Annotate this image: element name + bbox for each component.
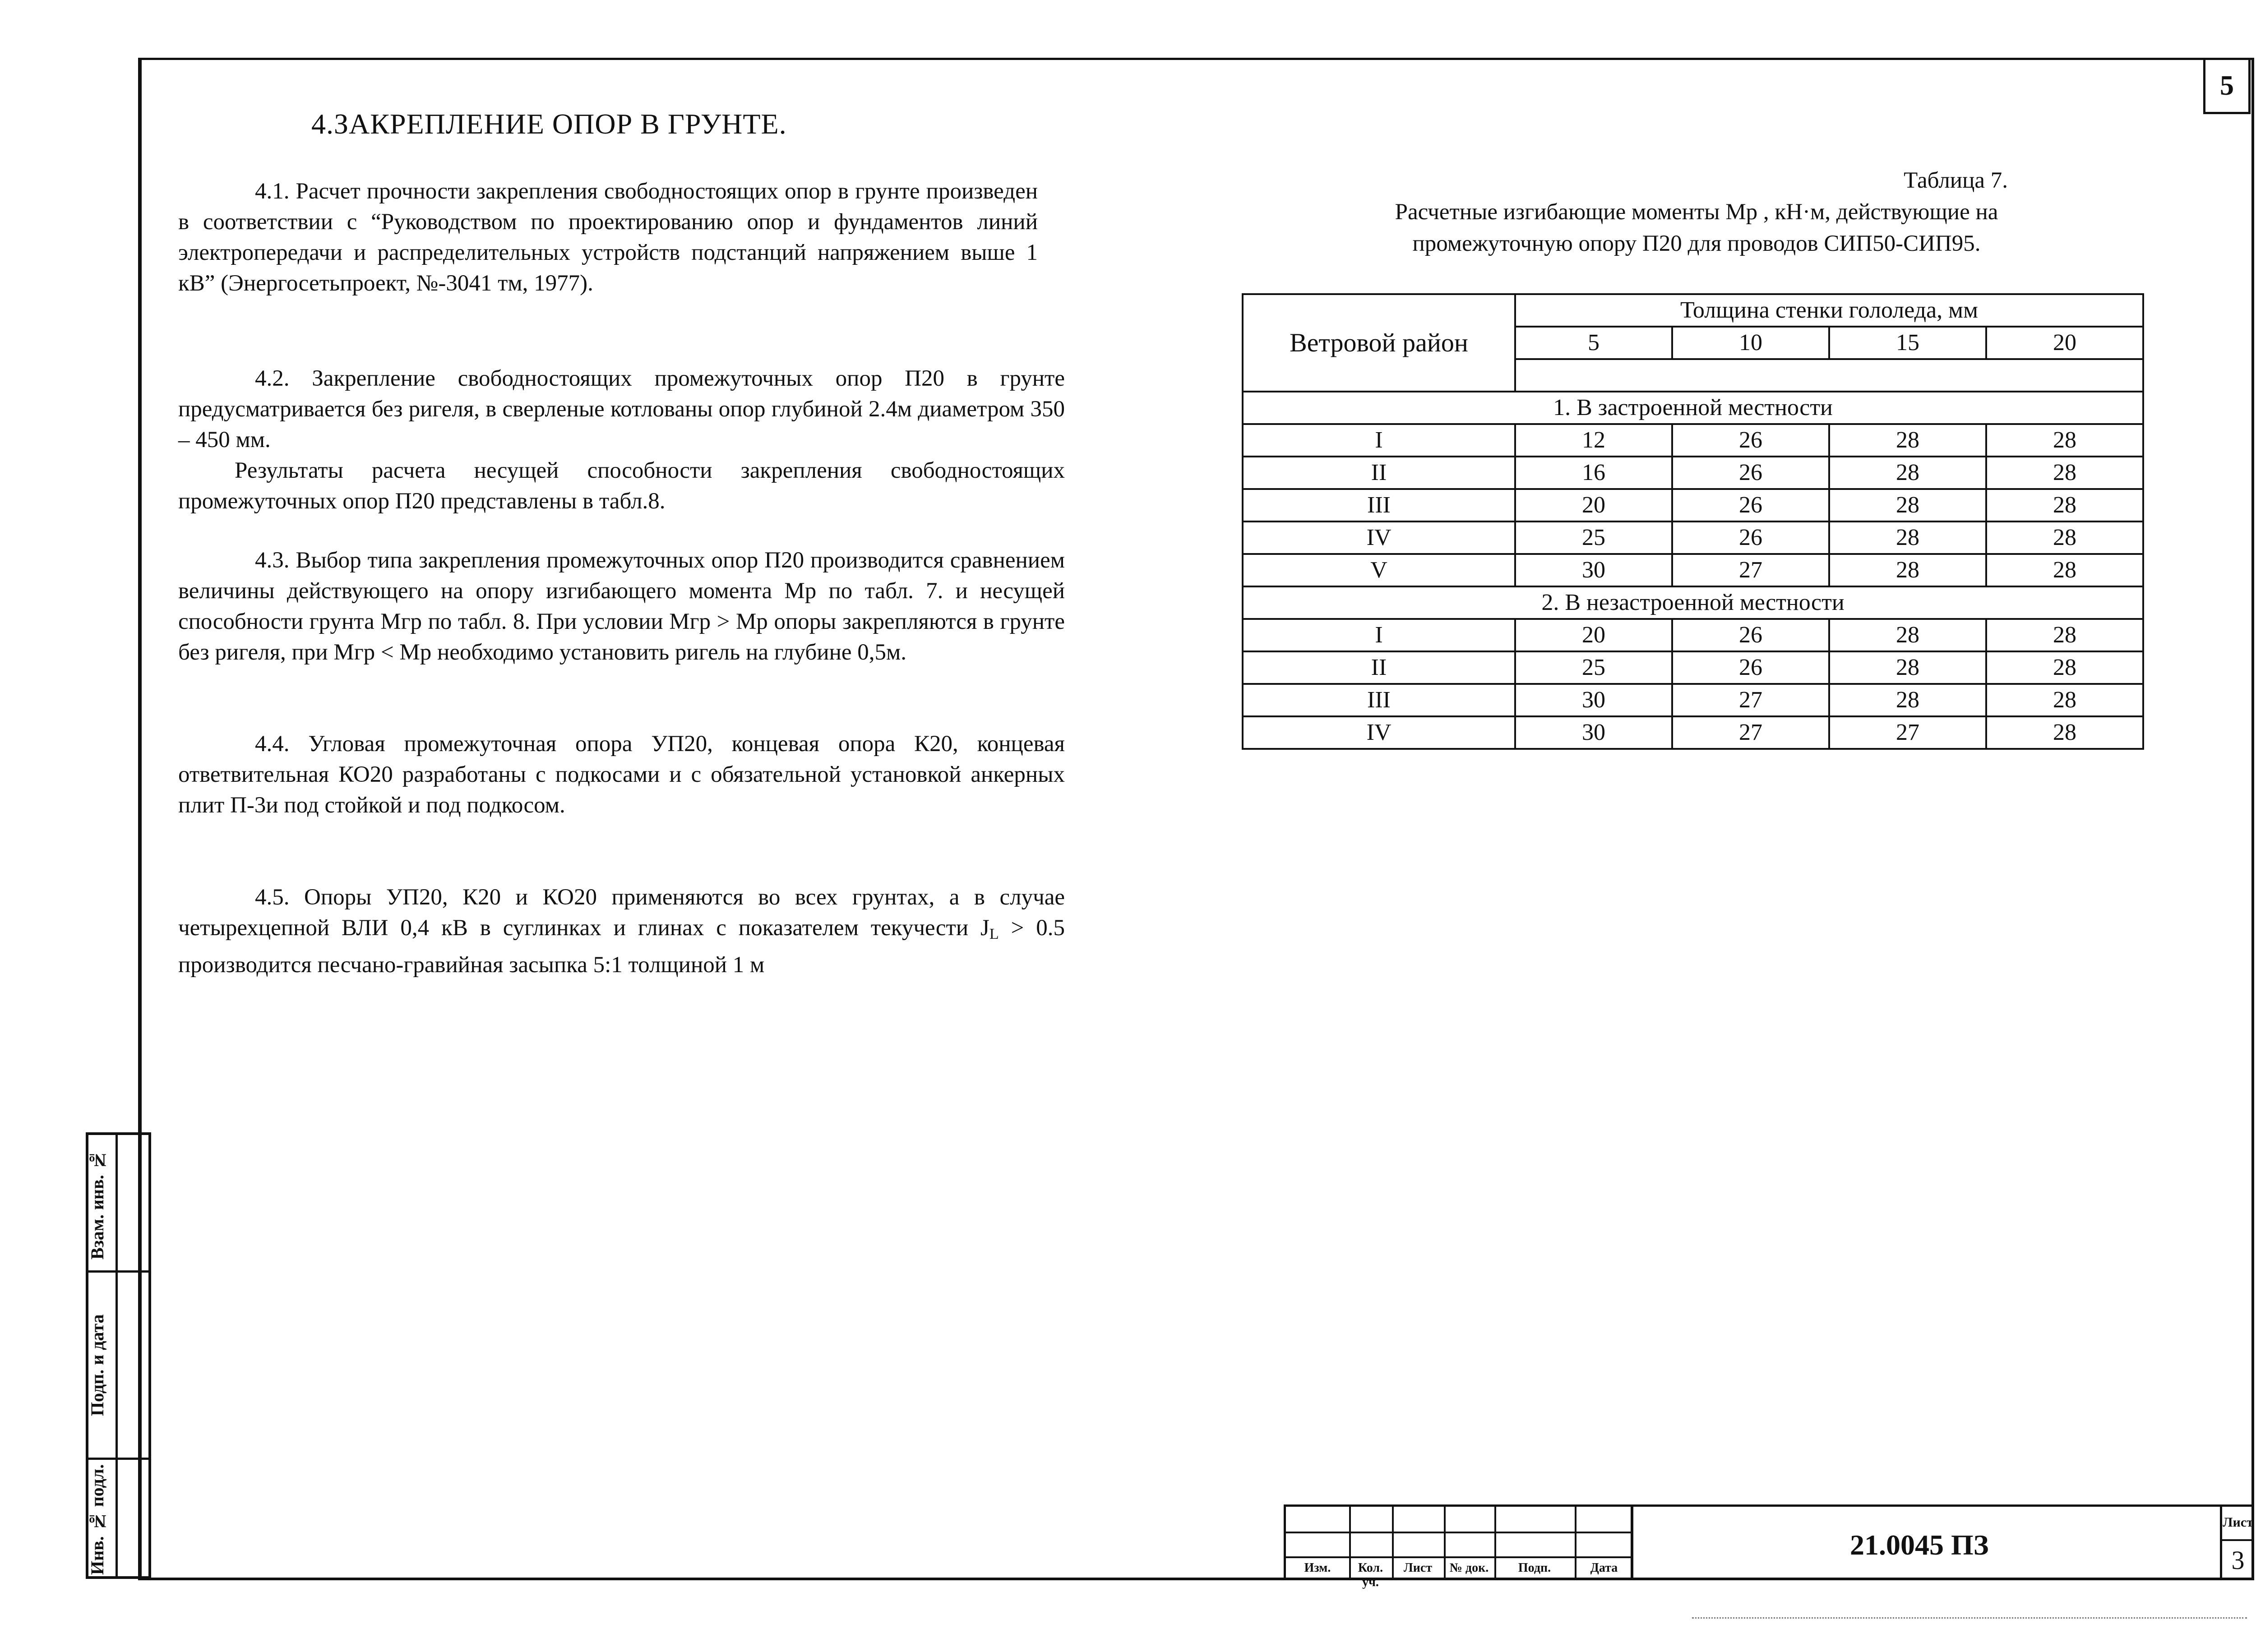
table-cell-value: 26 [1672, 489, 1829, 521]
side-stamp-divider [88, 1458, 148, 1460]
side-stamp-divider [88, 1270, 148, 1273]
table-cell-region: IV [1243, 521, 1515, 554]
table-header-row [1243, 294, 2143, 327]
table-row [1243, 424, 2143, 457]
header-ice-col: 15 [1829, 327, 1986, 359]
moments-table [1242, 293, 2144, 750]
table-cell-value: 27 [1672, 554, 1829, 586]
table-cell-value: 28 [1829, 457, 1986, 489]
table-cell-value: 27 [1672, 716, 1829, 749]
side-stamp [86, 1132, 151, 1579]
table-cell-value: 28 [1829, 521, 1986, 554]
table-row [1243, 554, 2143, 586]
table-row [1243, 651, 2143, 684]
table-group-row [1243, 586, 2143, 619]
table-cell-region: IV [1243, 716, 1515, 749]
sheet-number-box [2220, 1507, 2254, 1580]
table-cell-value: 25 [1515, 651, 1672, 684]
title-block-label: Подп. [1518, 1561, 1551, 1575]
section-title: 4.ЗАКРЕПЛЕНИЕ ОПОР В ГРУНТЕ. [311, 108, 787, 140]
table-row [1243, 521, 2143, 554]
side-stamp-inv-podl: Инв. № подл. [87, 1464, 107, 1575]
paragraph-text: 4.3. Выбор типа закрепления промежуточных опор П20 производится сравнением величины действующего на опору изгибающего момента Мр по табл. 7. и несущей способности грунта Мгр по табл. 8. При условии Мгр > Мр опоры закрепляются в грунте без ригеля, при Мгр < Мр необходимо установить ригель на глубине 0,5м. [178, 548, 1065, 665]
table-cell-value: 28 [1986, 521, 2143, 554]
table-cell-region: V [1243, 554, 1515, 586]
grid-line [1286, 1532, 1631, 1533]
grid-line [1286, 1556, 1631, 1558]
table-row [1243, 619, 2143, 651]
table-group-row [1243, 392, 2143, 424]
side-stamp-vzam-inv: Взам. инв. № [87, 1150, 107, 1260]
table-cell-value: 25 [1515, 521, 1672, 554]
table-cell-value: 20 [1515, 619, 1672, 651]
header-wind-region: Ветровой район [1243, 294, 1515, 392]
table-cell-value: 26 [1672, 619, 1829, 651]
table-caption [1318, 165, 2076, 259]
paragraph-text-part: 4.5. Опоры УП20, К20 и КО20 применяются во всех грунтах, а в случае четырехцепной ВЛИ 0,4 кВ в суглинках и глинах с показателем текучести J [178, 885, 1065, 941]
paragraph-4-1 [178, 176, 1038, 299]
table-group-title: 1. В застроенной местности [1243, 392, 2143, 424]
table-cell-value: 12 [1515, 424, 1672, 457]
table-cell-value: 28 [1986, 619, 2143, 651]
sheet-number: 3 [2231, 1546, 2245, 1575]
header-ice-col: 10 [1672, 327, 1829, 359]
table-cell-region: II [1243, 457, 1515, 489]
subscript: L [989, 926, 999, 942]
table-caption-line: Расчетные изгибающие моменты Мр , кН·м, действующие на [1395, 199, 1998, 225]
header-ice-thickness: Толщина стенки гололеда, мм [1515, 294, 2143, 327]
table-cell-value: 28 [1986, 651, 2143, 684]
table-cell-value: 16 [1515, 457, 1672, 489]
paragraph-text-part: > 0.5 производится песчано-гравийная засыпка 5:1 толщиной 1 м [178, 915, 1065, 978]
table-cell-value: 20 [1515, 489, 1672, 521]
table-cell-value: 28 [1986, 457, 2143, 489]
paragraph-text [178, 882, 1065, 980]
table-row [1243, 716, 2143, 749]
table-cell-value: 28 [1986, 554, 2143, 586]
table-cell-value: 28 [1829, 554, 1986, 586]
table-cell-value: 26 [1672, 424, 1829, 457]
grid-line [2222, 1539, 2254, 1541]
table-cell-region: I [1243, 424, 1515, 457]
table-cell-value: 28 [1829, 619, 1986, 651]
table-group-title: 2. В незастроенной местности [1243, 586, 2143, 619]
table-cell-region: II [1243, 651, 1515, 684]
table-cell-region: I [1243, 619, 1515, 651]
table-cell-value: 27 [1829, 716, 1986, 749]
title-block-label: Дата [1590, 1561, 1618, 1575]
scan-artifact-line [1692, 1617, 2247, 1620]
table-cell-value: 28 [1986, 424, 2143, 457]
table-cell-value: 30 [1515, 684, 1672, 716]
table-caption-line: промежуточную опору П20 для проводов СИП50-СИП95. [1412, 231, 1981, 256]
header-ice-col: 5 [1515, 327, 1672, 359]
title-block-label: Изм. [1304, 1561, 1331, 1575]
table-cell-value: 27 [1672, 684, 1829, 716]
document-code: 21.0045 ПЗ [1850, 1529, 1989, 1561]
paragraph-text: 4.2. Закрепление свободностоящих промежуточных опор П20 в грунте предусматривается без ригеля, в сверленые котлованы опор глубиной 2.4м диаметром 350 – 450 мм. [178, 366, 1065, 452]
table-cell-value: 30 [1515, 716, 1672, 749]
paragraph-4-4 [178, 729, 1065, 821]
table-cell-region: III [1243, 684, 1515, 716]
table-cell-value: 28 [1829, 489, 1986, 521]
table-row [1243, 457, 2143, 489]
side-stamp-podp-data: Подп. и дата [87, 1314, 107, 1416]
table-cell-value: 26 [1672, 651, 1829, 684]
table-cell-value: 28 [1829, 651, 1986, 684]
table-cell-value: 26 [1672, 457, 1829, 489]
sheet-label: Лист [2223, 1515, 2253, 1530]
paragraph-text: 4.1. Расчет прочности закрепления свободностоящих опор в грунте произведен в соответствии с “Руководством по проектированию опор и фундаментов линий электропередачи и распределительных устройств подстанций напряжением выше 1 кВ” (Энергосетьпроект, №-3041 тм, 1977). [178, 179, 1038, 296]
table-cell-value: 30 [1515, 554, 1672, 586]
table-row [1243, 489, 2143, 521]
paragraph-4-2 [178, 363, 1065, 517]
table-cell-value: 26 [1672, 521, 1829, 554]
title-block [1284, 1504, 2254, 1589]
title-block-label: Лист [1403, 1561, 1433, 1575]
paragraph-text: 4.4. Угловая промежуточная опора УП20, концевая опора К20, концевая ответвительная КО20 разработаны с подкосами и с обязательной установкой анкерных плит П-3и под стойкой и под подкосом. [178, 731, 1065, 818]
title-block-label: № док. [1449, 1561, 1489, 1575]
table-cell-value: 28 [1829, 684, 1986, 716]
table-row [1243, 684, 2143, 716]
header-blank-cell [1515, 359, 2143, 392]
paragraph-text: Результаты расчета несущей способности закрепления свободностоящих промежуточных опор П20 представлены в табл.8. [178, 458, 1065, 514]
header-ice-col: 20 [1986, 327, 2143, 359]
page-number: 5 [2203, 60, 2251, 114]
paragraph-4-5 [178, 882, 1065, 980]
table-cell-value: 28 [1986, 489, 2143, 521]
paragraph-4-3 [178, 545, 1065, 668]
table-cell-value: 28 [1986, 716, 2143, 749]
table-cell-value: 28 [1986, 684, 2143, 716]
title-block-label: Кол. уч. [1358, 1561, 1383, 1589]
table-number: Таблица 7. [1904, 168, 2008, 193]
title-block-revision-grid [1284, 1507, 1633, 1589]
table-cell-value: 28 [1829, 424, 1986, 457]
table-cell-region: III [1243, 489, 1515, 521]
